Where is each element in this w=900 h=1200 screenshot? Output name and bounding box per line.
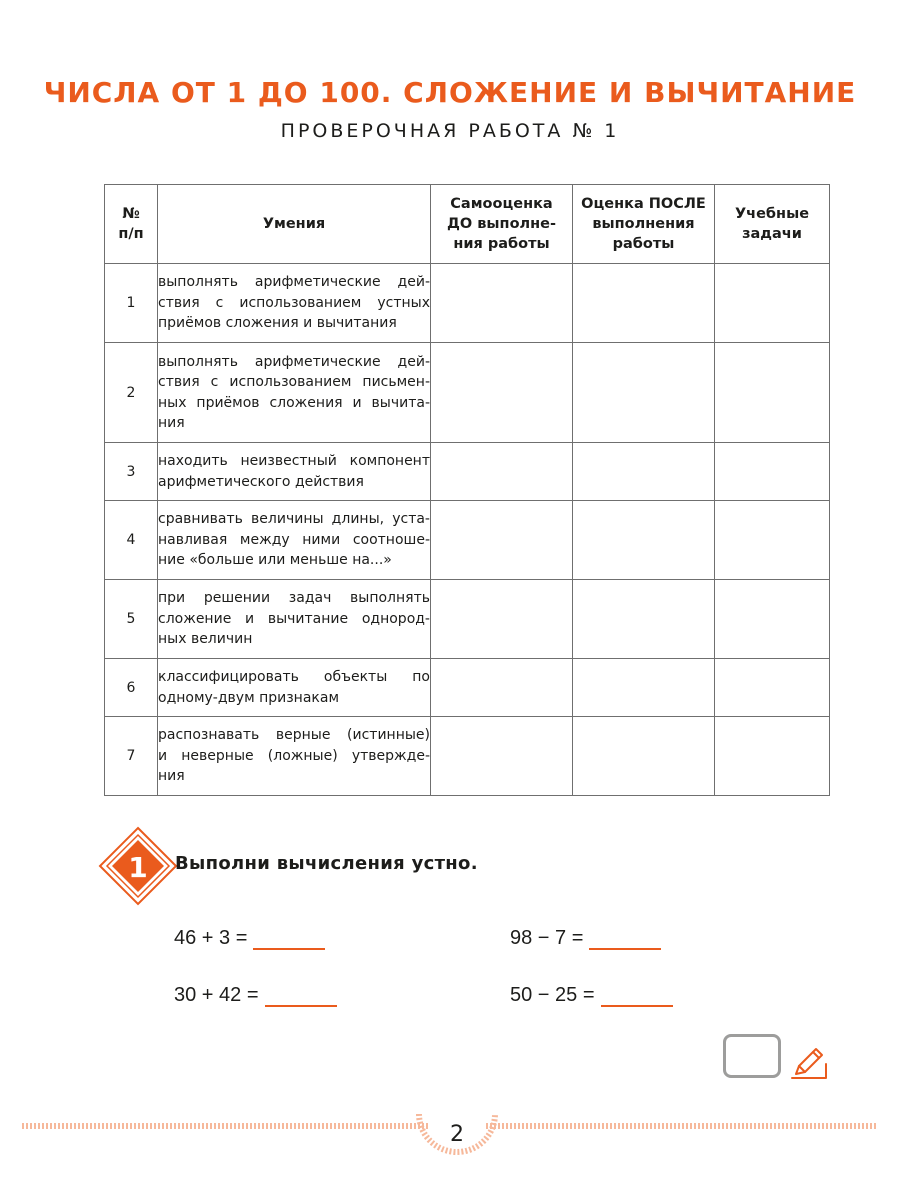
expression-item: [510, 926, 661, 950]
skill-line: ных приёмов сложения и вычита-: [158, 394, 430, 411]
expression-item: [174, 983, 337, 1007]
pencil-body: [796, 1049, 822, 1074]
cell-tasks[interactable]: [715, 443, 830, 501]
table-row: [105, 580, 830, 659]
cell-tasks[interactable]: [715, 501, 830, 580]
expression-text: 46 + 3 =: [174, 927, 248, 949]
row-number: 7: [105, 717, 158, 796]
header-num-line: №: [122, 206, 140, 222]
page-number: 2: [450, 1122, 464, 1147]
skill-line: сложение и вычитание однород-: [158, 610, 430, 627]
skill-line: при решении задач выполнять: [158, 590, 430, 607]
skill-line: ствия с использованием письмен-: [158, 374, 430, 390]
cell-before[interactable]: [431, 717, 573, 796]
row-skill: [158, 443, 431, 501]
row-skill: [158, 264, 431, 343]
table-header-row: [105, 185, 830, 264]
skills-table: [104, 184, 830, 796]
skill-line: ния: [158, 415, 185, 431]
header-after: [573, 185, 715, 264]
skill-line: ных величин: [158, 631, 253, 648]
expression-text: 50 − 25 =: [510, 984, 595, 1006]
row-number: 6: [105, 659, 158, 717]
cell-before[interactable]: [431, 580, 573, 659]
skill-line: сравнивать величины длины, уста-: [158, 511, 430, 528]
cell-tasks[interactable]: [715, 659, 830, 717]
skill-line: навливая между ними соотноше-: [158, 531, 430, 548]
row-skill: [158, 717, 431, 796]
header-after-line: работы: [612, 236, 675, 252]
expression-item: [510, 983, 673, 1007]
skill-line: находить неизвестный компонент: [158, 453, 430, 469]
pencil-tip-line: [799, 1066, 805, 1072]
header-after-line: выполнения: [592, 216, 695, 232]
cell-tasks[interactable]: [715, 264, 830, 343]
row-skill: [158, 580, 431, 659]
cell-after[interactable]: [573, 580, 715, 659]
header-tasks-line: задачи: [742, 226, 802, 242]
header-before-line: Самооценка: [450, 196, 553, 212]
answer-blank[interactable]: [601, 983, 673, 1007]
cell-before[interactable]: [431, 443, 573, 501]
skill-line: классифицировать объекты по: [158, 669, 430, 685]
cell-after[interactable]: [573, 343, 715, 443]
cell-before[interactable]: [431, 659, 573, 717]
header-tasks-line: Учебные: [734, 206, 810, 222]
skill-line: приёмов сложения и вычитания: [158, 315, 397, 332]
row-number: 3: [105, 443, 158, 501]
page-subtitle: ПРОВЕРОЧНАЯ РАБОТА № 1: [280, 120, 620, 142]
cell-tasks[interactable]: [715, 343, 830, 443]
table-row: [105, 264, 830, 343]
expression-text: 98 − 7 =: [510, 927, 584, 949]
skill-line: выполнять арифметические дей-: [158, 353, 430, 370]
row-skill: [158, 659, 431, 717]
skill-line: ние «больше или меньше на...»: [158, 552, 392, 569]
cell-tasks[interactable]: [715, 580, 830, 659]
row-skill: [158, 501, 431, 580]
answer-blank[interactable]: [589, 926, 661, 950]
cell-after[interactable]: [573, 717, 715, 796]
table-row: [105, 443, 830, 501]
row-number: 1: [105, 264, 158, 343]
cell-before[interactable]: [431, 343, 573, 443]
cell-before[interactable]: [431, 264, 573, 343]
row-number: 2: [105, 343, 158, 443]
skill-line: ния: [158, 768, 185, 785]
cell-after[interactable]: [573, 443, 715, 501]
header-before-line: ДО выполне-: [446, 216, 557, 232]
skill-line: и неверные (ложные) утвержде-: [158, 747, 430, 764]
cell-after[interactable]: [573, 659, 715, 717]
table-row: [105, 659, 830, 717]
header-tasks: [715, 185, 830, 264]
task-title: Выполни вычисления устно.: [175, 853, 478, 874]
cell-after[interactable]: [573, 501, 715, 580]
skill-line: ствия с использованием устных: [158, 294, 430, 311]
diamond-badge-icon: [98, 826, 178, 906]
skill-line: распознавать верные (истинные): [158, 727, 430, 744]
cell-after[interactable]: [573, 264, 715, 343]
header-num: [105, 185, 158, 264]
skill-line: арифметического действия: [158, 473, 364, 490]
table-row: [105, 717, 830, 796]
header-num-line: п/п: [118, 226, 144, 242]
page-title: ЧИСЛА ОТ 1 ДО 100. СЛОЖЕНИЕ И ВЫЧИТАНИЕ: [43, 76, 857, 109]
skill-line: одному-двум признакам: [158, 689, 340, 706]
footer-dotted-line-left: [22, 1123, 430, 1129]
header-before: [431, 185, 573, 264]
row-number: 5: [105, 580, 158, 659]
answer-blank[interactable]: [265, 983, 337, 1007]
task-number: 1: [128, 851, 148, 884]
pencil-band: [813, 1052, 819, 1058]
cell-before[interactable]: [431, 501, 573, 580]
row-skill: [158, 343, 431, 443]
expression-item: [174, 926, 325, 950]
expression-text: 30 + 42 =: [174, 984, 259, 1006]
header-skills: Умения: [158, 185, 431, 264]
pencil-write-icon: [788, 1044, 830, 1082]
skill-line: выполнять арифметические дей-: [158, 274, 430, 291]
score-box[interactable]: [723, 1034, 781, 1078]
answer-blank[interactable]: [253, 926, 325, 950]
row-number: 4: [105, 501, 158, 580]
header-after-line: Оценка ПОСЛЕ: [581, 196, 706, 212]
table-row: [105, 501, 830, 580]
cell-tasks[interactable]: [715, 717, 830, 796]
header-before-line: ния работы: [453, 236, 550, 252]
table-row: [105, 343, 830, 443]
footer-dotted-line-right: [486, 1123, 876, 1129]
